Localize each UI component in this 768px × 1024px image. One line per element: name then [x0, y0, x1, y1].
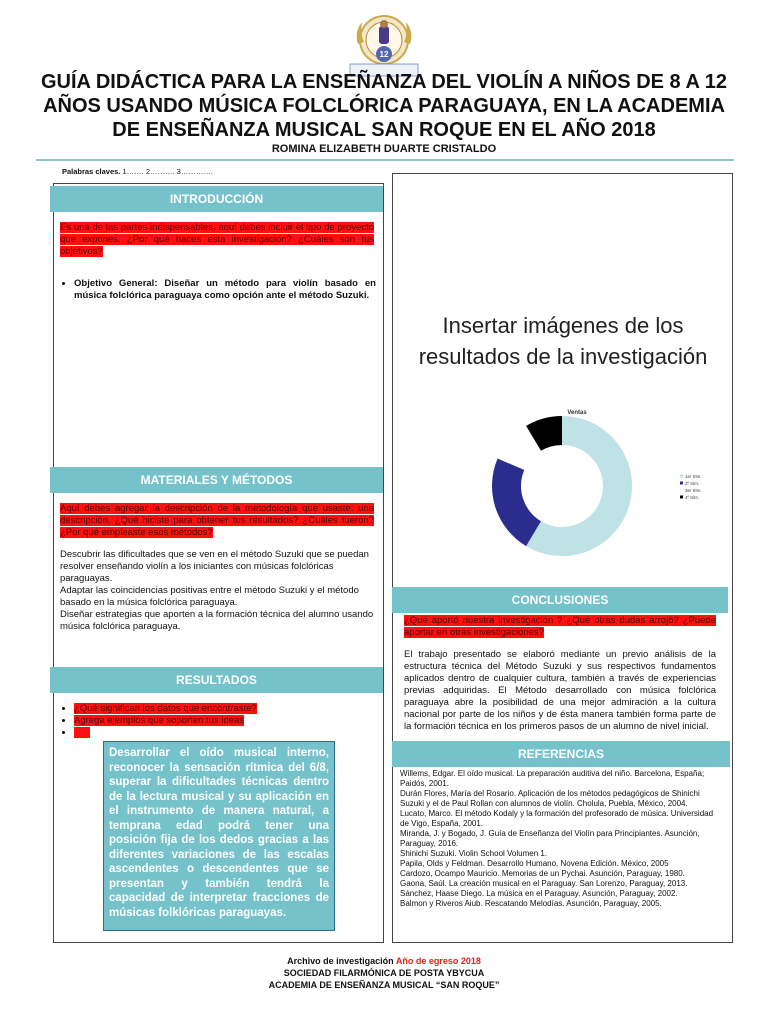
- results-item-text: Etc.: [74, 727, 91, 738]
- results-list: [60, 703, 374, 739]
- results-item: [74, 703, 374, 715]
- section-header-referencias: REFERENCIAS: [392, 741, 730, 767]
- results-callout-box: Desarrollar el oído musical interno, reconocer la sensación rítmica del 6/8, superar la dificultades técnicas dentro de la lectura musical y su aplicación en el instrumento de manera natural, a temprana edad podrá tener una posición fija de los dedos gracias a las diferentes variaciones de las escalas ascendentes o descendentes que se presentan y también tendrá la capacidad de interpretar fracciones de músicas folklóricas paraguayas.: [103, 741, 335, 931]
- methods-line: Descubrir las dificultades que se ven en el método Suzuki que se puedan: [60, 549, 369, 560]
- footer-archive-line: [40, 955, 728, 967]
- image-placeholder-text: Insertar imágenes de los resultados de la investigación: [418, 313, 708, 369]
- footer-archive-year: Año de egreso 2018: [395, 956, 481, 966]
- ventas-donut-chart: [470, 406, 720, 558]
- reference-item: Sánchez, Haase Diego. La música en el Paraguay. Asunción, Paraguay, 2002.: [400, 889, 678, 898]
- reference-item: Cardozo, Ocampo Mauricio. Memorias de un Pychai. Asunción, Paraguay, 1980.: [400, 869, 685, 878]
- legend-label-3: 3er trim.: [685, 488, 702, 493]
- chart-title: Ventas: [567, 410, 587, 416]
- reference-item: Willems, Edgar. El oído musical. La preparación auditiva del niño. Barcelona, España; Paidós, 2001.: [400, 769, 705, 788]
- intro-placeholder-text: Es una de las partes indispensables, aquí debes incluir el tipo de proyecto que expones. ¿Por qué haces esta investigación? ¿Cuáles son tus objetivos?: [60, 222, 374, 257]
- legend-label-2: 2º trim.: [685, 481, 700, 486]
- poster-author: ROMINA ELIZABETH DUARTE CRISTALDO: [271, 143, 497, 155]
- methods-line: resolver enseñando violín a los iniciantes con músicas folclóricas paraguayas.: [60, 561, 334, 584]
- reference-item: Balmon y Riveros Aiub. Rescatando Melodías. Asunción, Paraguay, 2005.: [400, 899, 662, 908]
- reference-item: Papila, Olds y Feldman. Desarrollo Humano. Novena Edición. México, 2005: [400, 859, 669, 868]
- intro-placeholder: [60, 222, 374, 258]
- keywords-label: Palabras claves.: [62, 167, 121, 176]
- keywords: [62, 167, 213, 176]
- methods-body: [60, 549, 374, 633]
- methods-line: Diseñar estrategias que aporten a la formación técnica del alumno usando música folclórica paraguaya.: [60, 609, 374, 632]
- results-item: [74, 715, 374, 727]
- intro-objective: [60, 278, 376, 302]
- references-list: [400, 769, 718, 909]
- reference-item: Miranda, J. y Bogado, J. Guía de Enseñanza del Violín para Principiantes. Asunción, Paraguay, 2016.: [400, 829, 700, 848]
- footer-academy: ACADEMIA DE ENSEÑANZA MUSICAL “SAN ROQUE”: [268, 980, 500, 990]
- footer-archive-label: Archivo de investigación: [287, 956, 396, 966]
- section-header-resultados: RESULTADOS: [50, 667, 383, 693]
- conclusions-placeholder: [404, 615, 716, 639]
- conclusions-body: El trabajo presentado se elaboró mediante un previo análisis de la estructura técnica del Método Suzuki y sus respectivos fundamentos aplicados dentro de cualquier cultura, también a través de experiencias previas adquiridas. El Método desarrollado con música folclórica paraguaya abre la posibilidad de una mejor admiración a la cultura nacional por parte de los niños y de ésta manera también forma parte de la formación técnica en los primeros pasos de un alumno de nivel inicial.: [404, 649, 716, 732]
- reference-item: Shinichi Suzuki. Violin School Volumen 1.: [400, 849, 548, 858]
- section-header-introduccion: INTRODUCCIÓN: [50, 186, 383, 212]
- header-divider: [36, 159, 734, 161]
- poster-title: GUÍA DIDÁCTICA PARA LA ENSEÑANZA DEL VIOLÍN A NIÑOS DE 8 A 12 AÑOS USANDO MÚSICA FOLCLÓRICA PARAGUAYA, EN LA ACADEMIA DE ENSEÑANZA MUSICAL SAN ROQUE EN EL AÑO 2018: [41, 71, 727, 141]
- section-header-conclusiones: CONCLUSIONES: [392, 587, 728, 613]
- poster-footer: [40, 955, 728, 991]
- legend-swatch-3: [680, 489, 683, 492]
- legend-label-1: 1er trim.: [685, 474, 702, 479]
- results-item: [74, 727, 374, 739]
- methods-placeholder: [60, 503, 374, 539]
- reference-item: Lucato, Marco. El método Kodaly y la formación del profesorado de música. Universidad de Vigo, España, 2001.: [400, 809, 714, 828]
- legend-swatch-1: [680, 475, 683, 478]
- footer-society: SOCIEDAD FILARMÓNICA DE POSTA YBYCUA: [283, 968, 485, 978]
- reference-item: Gaona, Saúl. La creación musical en el Paraguay. San Lorenzo, Paraguay, 2013.: [400, 879, 688, 888]
- reference-item: Durán Flores, María del Rosario. Aplicación de los métodos pedagógicos de Shinichi Suzuki y el de Paul Rollan con alumnos de violín. Cholula, Puebla, México, 2004.: [400, 789, 700, 808]
- results-item-text: Agrega ejemplos que soporten tus ideas: [74, 715, 245, 726]
- methods-line: Adaptar las coincidencias positivas entre el método Suzuki y el método basado en la música folclórica paraguaya.: [60, 585, 359, 608]
- intro-objective-item: • Objetivo General: Diseñar un método para violín basado en música folclórica paraguaya como opción ante el método Suzuki.: [74, 278, 376, 302]
- legend-swatch-4: [680, 496, 683, 499]
- conclusions-placeholder-text: ¿Qué aportó nuestra investigación ? ¿Qué otras dudas arrojó? ¿Puede aportar en otras investigaciones?: [404, 615, 716, 638]
- legend-swatch-2: [680, 482, 683, 485]
- seal-number: 12: [379, 50, 389, 59]
- methods-placeholder-text: Aquí debes agregar la descripción de la metodología que usaste: una descripción. ¿Qué hiciste para obtener tus resultados? ¿Cuáles fueron? ¿Por qué empleaste esos métodos?: [60, 503, 374, 538]
- donut-slice-2: [492, 458, 541, 546]
- keywords-value: 1……. 2………. 3………….: [120, 167, 213, 176]
- legend-label-4: 4º trim.: [685, 495, 700, 500]
- section-header-materiales-metodos: MATERIALES Y MÉTODOS: [50, 467, 383, 493]
- results-item-text: ¿Qué significan los datos que encontraste?: [74, 703, 257, 714]
